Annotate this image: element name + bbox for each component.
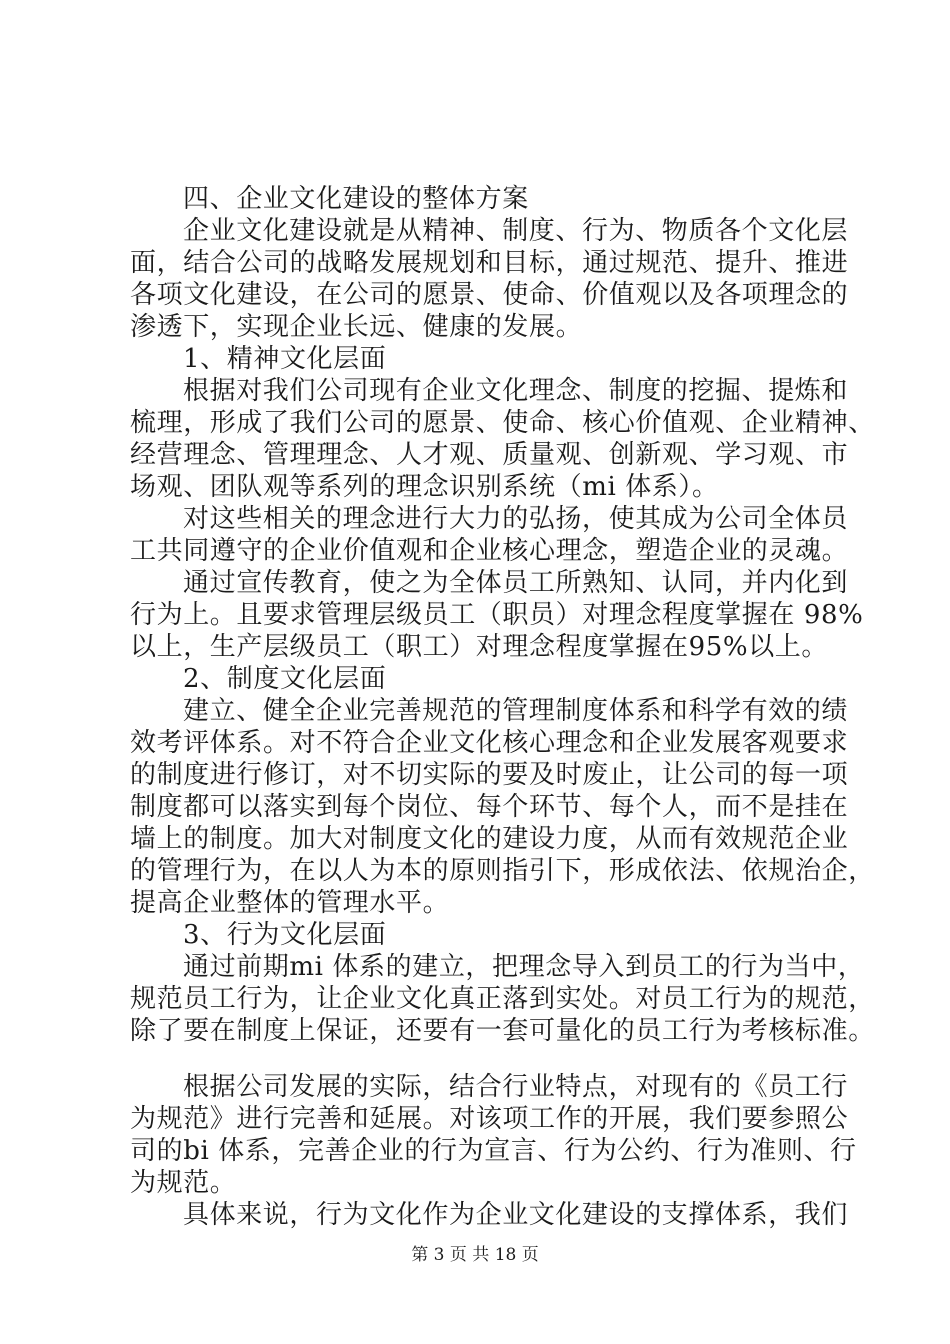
page-footer: 第 3 页 共 18 页	[411, 1245, 539, 1265]
text-line: 制度都可以落实到每个岗位、每个环节、每个人，而不是挂在	[130, 792, 849, 822]
text-line: 以上，生产层级员工（职工）对理念程度掌握在95%以上。	[130, 632, 828, 662]
text-line: 四、企业文化建设的整体方案	[183, 184, 529, 214]
text-line: 企业文化建设就是从精神、制度、行为、物质各个文化层	[183, 216, 849, 246]
text-line: 梳理，形成了我们公司的愿景、使命、核心价值观、企业精神、	[130, 408, 875, 438]
text-line: 司的bi 体系，完善企业的行为宣言、行为公约、行为准则、行	[130, 1136, 857, 1166]
text-line: 规范员工行为，让企业文化真正落到实处。对员工行为的规范，	[130, 984, 875, 1014]
text-line: 为规范》进行完善和延展。对该项工作的开展，我们要参照公	[130, 1104, 849, 1134]
text-line: 通过前期mi 体系的建立，把理念导入到员工的行为当中，	[183, 952, 865, 982]
text-line: 具体来说，行为文化作为企业文化建设的支撑体系，我们	[183, 1200, 849, 1230]
text-line: 3、行为文化层面	[183, 920, 387, 950]
text-line: 效考评体系。对不符合企业文化核心理念和企业发展客观要求	[130, 728, 849, 758]
text-line: 行为上。且要求管理层级员工（职员）对理念程度掌握在 98%	[130, 600, 864, 630]
text-line: 场观、团队观等系列的理念识别系统（mi 体系）。	[130, 472, 719, 502]
text-line: 渗透下，实现企业长远、健康的发展。	[130, 312, 583, 342]
text-line: 根据对我们公司现有企业文化理念、制度的挖掘、提炼和	[183, 376, 849, 406]
text-line: 面，结合公司的战略发展规划和目标，通过规范、提升、推进	[130, 248, 849, 278]
text-line: 除了要在制度上保证，还要有一套可量化的员工行为考核标准。	[130, 1016, 875, 1046]
text-line: 墙上的制度。加大对制度文化的建设力度，从而有效规范企业	[130, 824, 849, 854]
text-line: 2、制度文化层面	[183, 664, 387, 694]
text-line: 的制度进行修订，对不切实际的要及时废止，让公司的每一项	[130, 760, 849, 790]
text-line: 经营理念、管理理念、人才观、质量观、创新观、学习观、市	[130, 440, 849, 470]
text-line: 工共同遵守的企业价值观和企业核心理念，塑造企业的灵魂。	[130, 536, 849, 566]
text-line: 的管理行为，在以人为本的原则指引下，形成依法、依规治企，	[130, 856, 875, 886]
text-line: 提高企业整体的管理水平。	[130, 888, 450, 918]
text-line: 各项文化建设，在公司的愿景、使命、价值观以及各项理念的	[130, 280, 849, 310]
text-line: 对这些相关的理念进行大力的弘扬，使其成为公司全体员	[183, 504, 849, 534]
text-line: 建立、健全企业完善规范的管理制度体系和科学有效的绩	[183, 696, 849, 726]
text-line: 通过宣传教育，使之为全体员工所熟知、认同，并内化到	[183, 568, 849, 598]
text-line: 为规范。	[130, 1168, 237, 1198]
text-line: 根据公司发展的实际，结合行业特点，对现有的《员工行	[183, 1072, 849, 1102]
text-line: 1、精神文化层面	[183, 344, 387, 374]
